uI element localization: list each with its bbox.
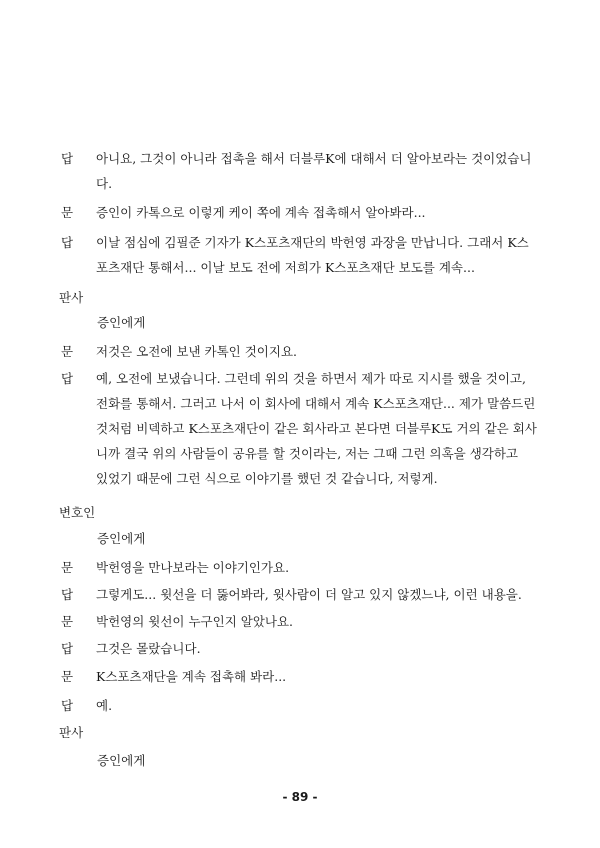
text-line: 박헌영의 윗선이 누구인지 알았나요. [96, 614, 294, 629]
text-line: K스포츠재단을 계속 접촉해 봐라... [96, 669, 287, 684]
text-line: 다. [96, 176, 113, 191]
question-text [96, 555, 536, 580]
addressee: 증인에게 [97, 753, 146, 768]
question-text [96, 664, 536, 689]
question-label: 문 [61, 205, 74, 220]
question-text [96, 339, 536, 364]
answer-text [96, 146, 536, 196]
text-line: 그렇게도... 윗선을 더 뚫어봐라, 윗사람이 더 알고 있지 않겠느냐, 이런 내용을. [96, 587, 522, 602]
answer-text [96, 693, 536, 718]
page-number: - 89 - [282, 790, 318, 804]
answer-text [96, 582, 536, 607]
addressee: 증인에게 [97, 315, 146, 330]
question-label: 문 [61, 614, 74, 629]
text-line: 저것은 오전에 보낸 카톡인 것이지요. [96, 344, 297, 359]
text-line: 니까 결국 위의 사람들이 공유를 할 것이라는, 저는 그때 그런 의혹을 생각하고 [96, 446, 519, 461]
question-text [96, 200, 536, 225]
speaker-judge: 판사 [59, 290, 84, 305]
answer-label: 답 [61, 235, 74, 250]
text-line: 있었기 때문에 그런 식으로 이야기를 했던 것 같습니다, 저렇게. [96, 471, 438, 486]
text-line: 아니요, 그것이 아니라 접촉을 해서 더블루K에 대해서 더 알아보라는 것이었습니 [96, 151, 532, 166]
text-line: 포츠재단 통해서... 이날 보도 전에 저희가 K스포츠재단 보도를 계속... [96, 260, 475, 275]
question-label: 문 [61, 560, 74, 575]
text-line: 증인이 카톡으로 이렇게 케이 쪽에 계속 접촉해서 알아봐라... [96, 205, 426, 220]
addressee: 증인에게 [97, 531, 146, 546]
answer-label: 답 [61, 641, 74, 656]
question-label: 문 [61, 344, 74, 359]
text-line: 이날 점심에 김필준 기자가 K스포츠재단의 박헌영 과장을 만납니다. 그래서 K스 [96, 235, 529, 250]
text-line: 예. [96, 698, 113, 713]
text-line: 박헌영을 만나보라는 이야기인가요. [96, 560, 290, 575]
question-label: 문 [61, 669, 74, 684]
text-line: 전화를 통해서. 그러고 나서 이 회사에 대해서 계속 K스포츠재단... 제가 말씀드린 [96, 396, 536, 411]
answer-text [96, 366, 536, 491]
text-line: 것처럼 비덱하고 K스포츠재단이 같은 회사라고 본다면 더블루K도 거의 같은 회사 [96, 421, 537, 436]
answer-text [96, 230, 536, 280]
answer-label: 답 [61, 587, 74, 602]
text-line: 예, 오전에 보냈습니다. 그런데 위의 것을 하면서 제가 따로 지시를 했을 것이고, [96, 371, 526, 386]
answer-label: 답 [61, 698, 74, 713]
answer-label: 답 [61, 371, 74, 386]
speaker-counsel: 변호인 [59, 505, 96, 520]
question-text [96, 609, 536, 634]
answer-text [96, 636, 536, 661]
text-line: 그것은 몰랐습니다. [96, 641, 201, 656]
speaker-judge: 판사 [59, 725, 84, 740]
answer-label: 답 [61, 151, 74, 166]
